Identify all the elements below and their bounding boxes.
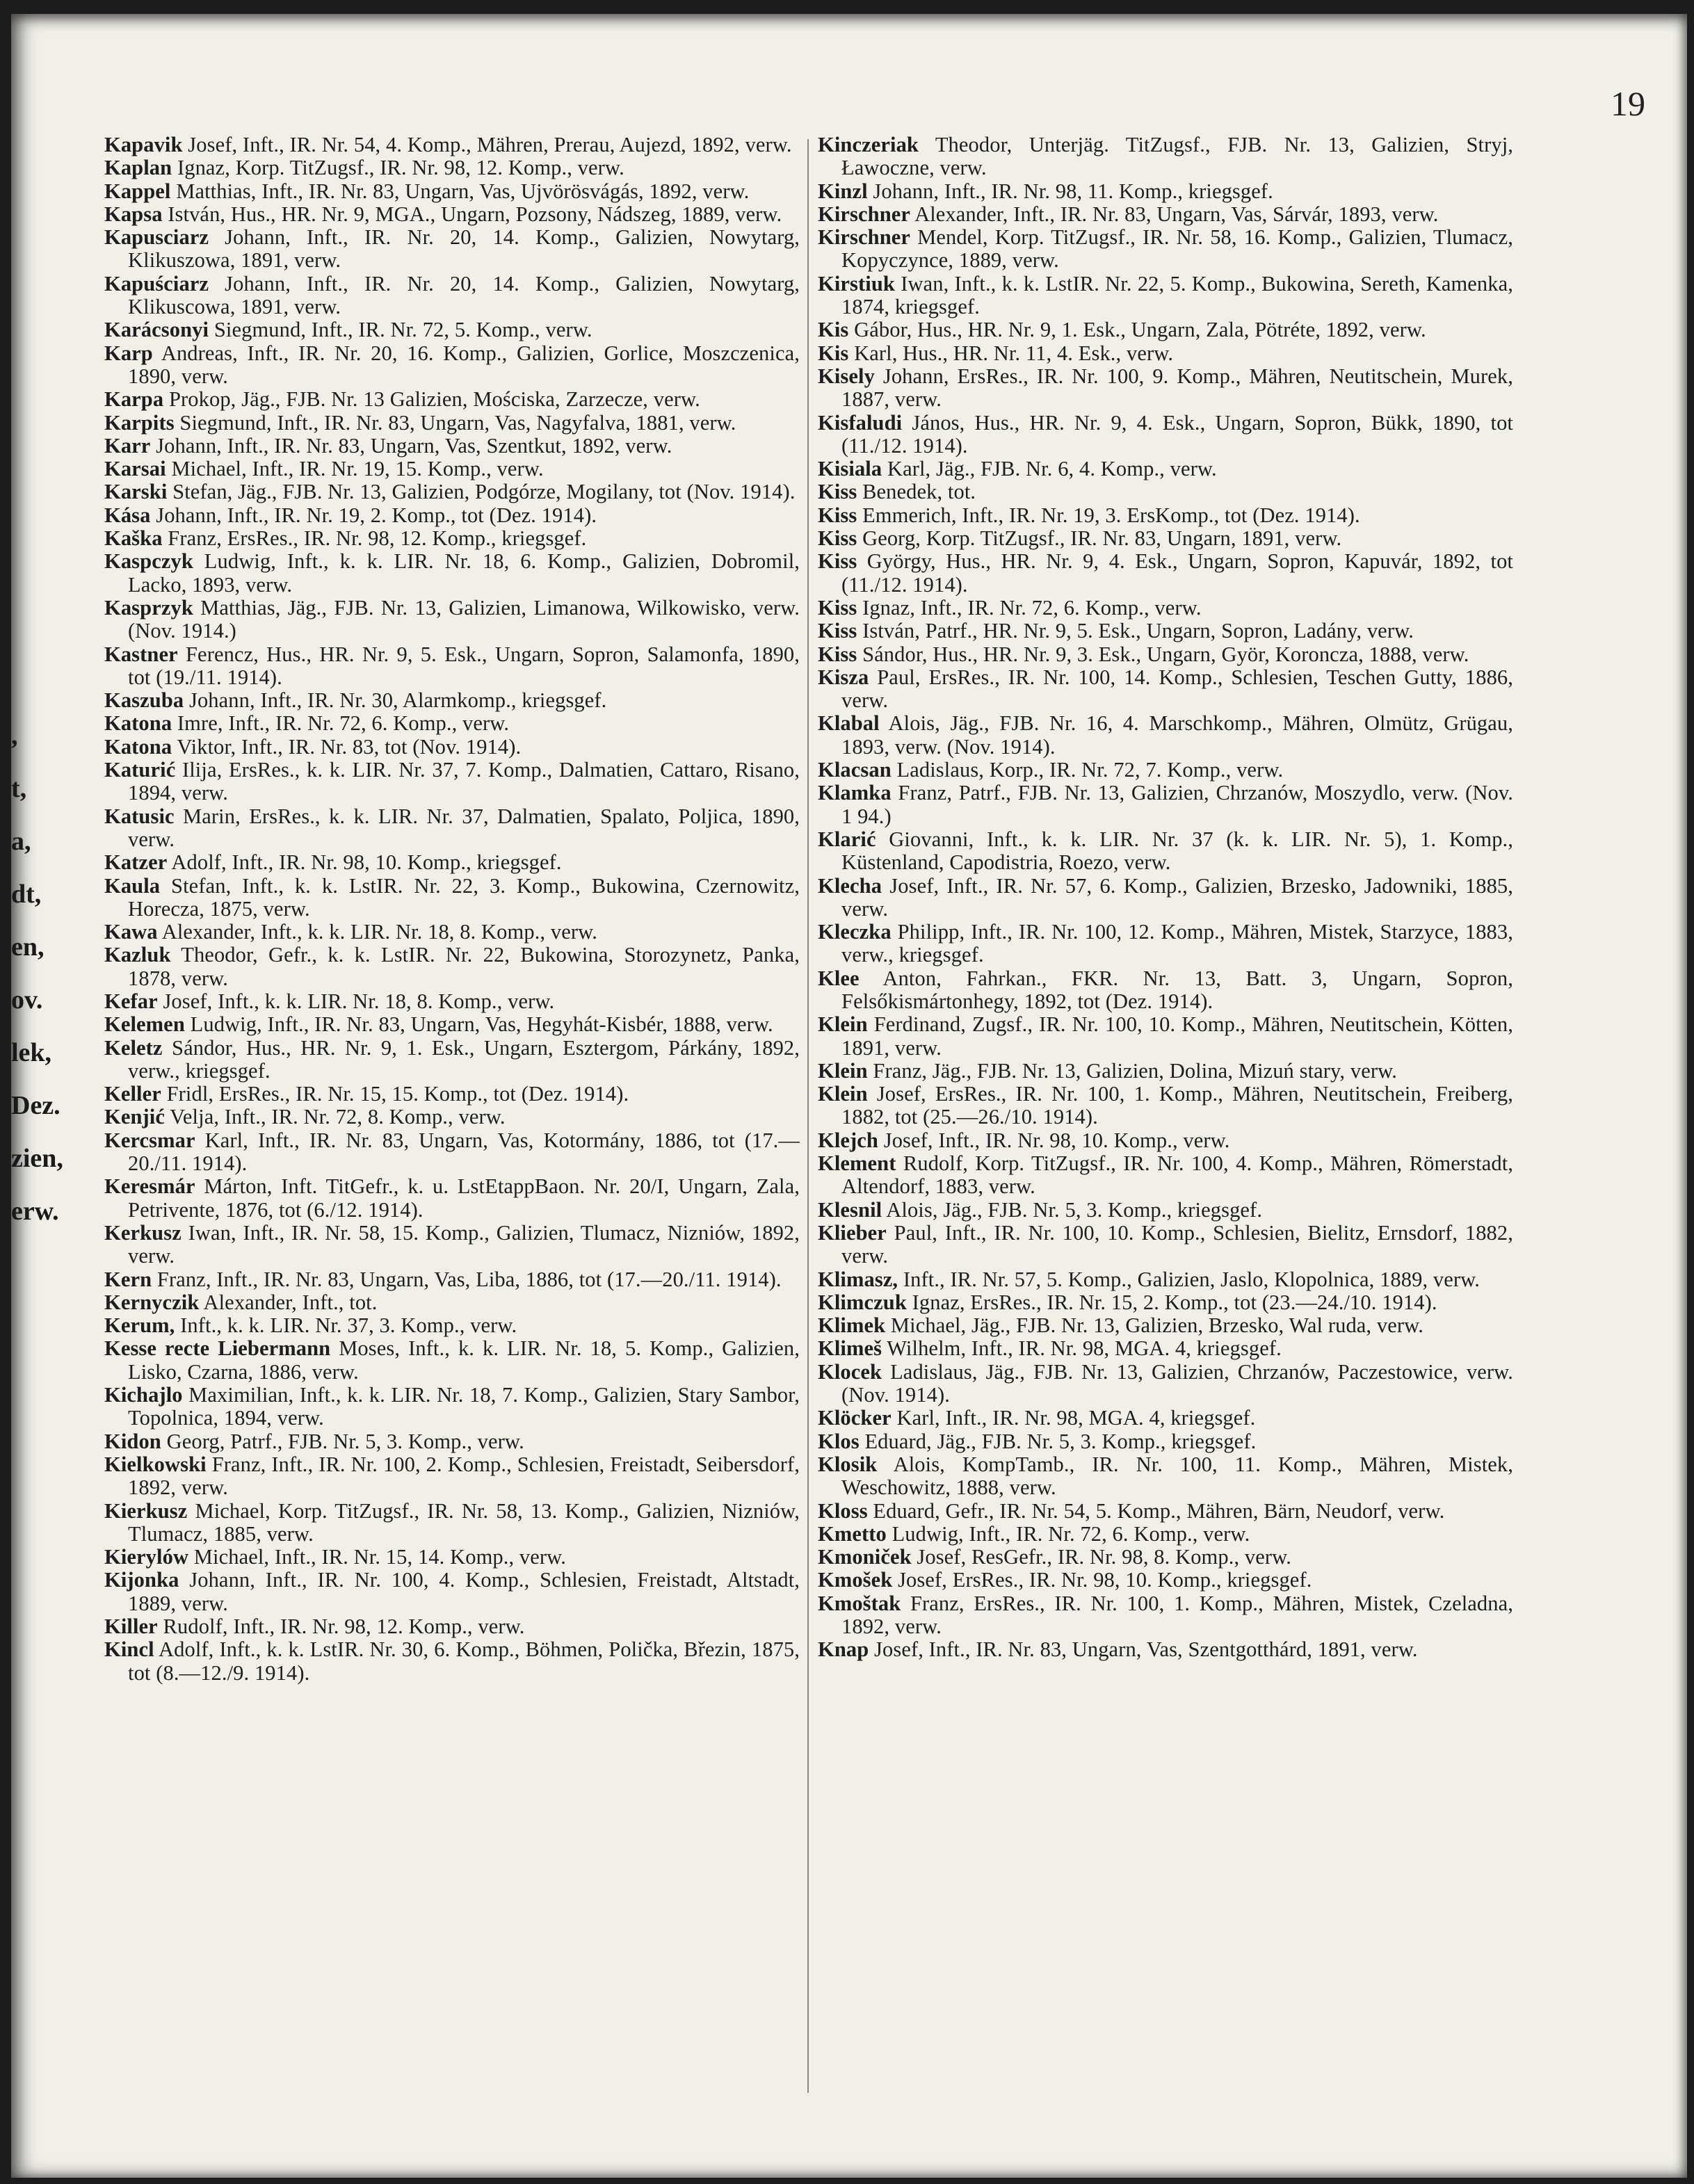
register-entry	[104, 1615, 800, 1638]
register-entry	[104, 480, 800, 503]
entry-details: Michael, Inft., IR. Nr. 19, 15. Komp., verw.	[166, 457, 544, 481]
entry-details: Rudolf, Inft., IR. Nr. 98, 12. Komp., verw.	[157, 1615, 525, 1638]
entry-surname: Kenjić	[104, 1105, 165, 1129]
entry-surname: Klöcker	[818, 1406, 892, 1430]
entry-surname: Kaula	[104, 873, 161, 898]
register-entry	[818, 1430, 1513, 1453]
entry-details: Ladislaus, Jäg., FJB. Nr. 13, Galizien, Chrzanów, Paczestowice, verw. (Nov. 1914).	[841, 1359, 1513, 1407]
register-entry	[104, 1222, 800, 1268]
entry-details: Franz, Inft., IR. Nr. 83, Ungarn, Vas, Liba, 1886, tot (17.—20./11. 1914).	[152, 1267, 782, 1291]
register-entry	[104, 1384, 800, 1430]
entry-details: Ludwig, Inft., IR. Nr. 83, Ungarn, Vas, Hegyhát-Kisbér, 1888, verw.	[184, 1012, 773, 1037]
entry-surname: Klement	[818, 1151, 896, 1176]
entry-surname: Kisza	[818, 665, 869, 689]
entry-surname: Karpa	[104, 387, 164, 412]
entry-surname: Kinczeriak	[818, 133, 919, 156]
register-entry	[104, 273, 800, 319]
register-entry	[818, 412, 1513, 458]
entry-details: Theodor, Unterjäg. TitZugsf., FJB. Nr. 13, Galizien, Stryj, Ławoczne, verw.	[841, 133, 1513, 180]
entry-surname: Kern	[104, 1267, 152, 1291]
entry-details: Michael, Inft., IR. Nr. 15, 14. Komp., verw.	[188, 1545, 567, 1569]
page-number: 19	[1611, 84, 1645, 123]
register-entry	[818, 1337, 1513, 1360]
entry-details: Franz, Patrf., FJB. Nr. 13, Galizien, Chrzanów, Moszydlo, verw. (Nov. 1 94.)	[841, 781, 1513, 828]
register-entry	[104, 527, 800, 550]
register-entry	[818, 458, 1513, 480]
entry-details: Moses, Inft., k. k. LIR. Nr. 18, 5. Komp., Galizien, Lisko, Czarna, 1886, verw.	[128, 1336, 800, 1384]
entry-surname: Klein	[818, 1012, 868, 1037]
entry-details: Eduard, Gefr., IR. Nr. 54, 5. Komp., Mähren, Bärn, Neudorf, verw.	[867, 1498, 1445, 1523]
entry-details: Alois, KompTamb., IR. Nr. 100, 11. Komp., Mähren, Mistek, Weschowitz, 1888, verw.	[841, 1452, 1513, 1500]
entry-details: Georg, Korp. TitZugsf., IR. Nr. 83, Ungarn, 1891, verw.	[857, 526, 1342, 551]
register-entry	[104, 550, 800, 597]
entry-details: Franz, Jäg., FJB. Nr. 13, Galizien, Dolina, Mizuń stary, verw.	[867, 1058, 1397, 1083]
entry-details: Philipp, Inft., IR. Nr. 100, 12. Komp., Mähren, Mistek, Starzyce, 1883, verw., kriegsgef.	[841, 920, 1513, 967]
register-entry	[818, 550, 1513, 597]
register-entry	[818, 273, 1513, 319]
register-entry	[818, 759, 1513, 782]
entry-details: Emmerich, Inft., IR. Nr. 19, 3. ErsKomp., tot (Dez. 1914).	[857, 503, 1360, 527]
entry-details: Alexander, Inft., tot.	[199, 1290, 378, 1314]
register-entry	[104, 875, 800, 921]
entry-details: Johann, Inft., IR. Nr. 20, 14. Komp., Galizien, Nowytarg, Klikuscowa, 1891, verw.	[128, 271, 800, 319]
register-entry	[818, 1268, 1513, 1291]
entry-surname: Kirstiuk	[818, 271, 895, 296]
entry-surname: Kmošek	[818, 1568, 893, 1592]
register-entry	[104, 412, 800, 435]
entry-details: Ferencz, Hus., HR. Nr. 9, 5. Esk., Ungarn, Sopron, Salamonfa, 1890, tot (19./11. 1914).	[128, 642, 800, 689]
register-entry	[818, 597, 1513, 620]
register-entry	[818, 1152, 1513, 1199]
register-entry	[104, 1268, 800, 1291]
entry-details: Paul, ErsRes., IR. Nr. 100, 14. Komp., Schlesien, Teschen Gutty, 1886, verw.	[841, 665, 1513, 713]
entry-details: Gábor, Hus., HR. Nr. 9, 1. Esk., Ungarn, Zala, Pötréte, 1892, verw.	[848, 318, 1426, 342]
entry-details: János, Hus., HR. Nr. 9, 4. Esk., Ungarn, Sopron, Bükk, 1890, tot (11./12. 1914).	[841, 410, 1513, 458]
register-entry	[818, 1291, 1513, 1314]
register-entry	[104, 226, 800, 273]
register-entry	[104, 1430, 800, 1453]
register-entry	[818, 782, 1513, 828]
entry-surname: Knap	[818, 1637, 869, 1662]
entry-surname: Kiss	[818, 480, 857, 504]
right-column	[818, 134, 1513, 1662]
register-entry	[104, 689, 800, 712]
entry-surname: Kirschner	[818, 225, 911, 250]
entry-details: Alexander, Inft., k. k. LIR. Nr. 18, 8. Komp., verw.	[157, 920, 597, 944]
register-entry	[104, 597, 800, 643]
adjacent-page-fragments	[11, 709, 95, 1238]
entry-surname: Kisiala	[818, 457, 882, 481]
entry-details: Karl, Inft., IR. Nr. 98, MGA. 4, kriegsgef.	[891, 1406, 1256, 1430]
register-entry	[818, 643, 1513, 666]
entry-details: Franz, ErsRes., IR. Nr. 98, 12. Komp., kriegsgef.	[162, 526, 587, 551]
register-entry	[818, 1129, 1513, 1152]
entry-details: Johann, Inft., IR. Nr. 100, 4. Komp., Schlesien, Freistadt, Altstadt, 1889, verw.	[128, 1568, 800, 1615]
entry-surname: Kisfaludi	[818, 410, 903, 435]
entry-details: Ilija, ErsRes., k. k. LIR. Nr. 37, 7. Komp., Dalmatien, Cattaro, Risano, 1894, verw.	[128, 758, 800, 805]
entry-surname: Kielkowski	[104, 1452, 207, 1476]
register-entry	[818, 1546, 1513, 1569]
register-entry	[104, 805, 800, 852]
register-entry	[818, 1083, 1513, 1129]
entry-surname: Kisely	[818, 364, 875, 388]
entry-details: István, Patrf., HR. Nr. 9, 5. Esk., Ungarn, Sopron, Ladány, verw.	[857, 619, 1414, 643]
entry-surname: Kiss	[818, 595, 857, 620]
register-entry	[818, 342, 1513, 365]
register-entry	[818, 1314, 1513, 1337]
bleed-fragment: t,	[11, 774, 27, 803]
entry-surname: Klimczuk	[818, 1290, 907, 1314]
entry-surname: Klee	[818, 966, 860, 990]
entry-details: Michael, Jäg., FJB. Nr. 13, Galizien, Brzesko, Wal ruda, verw.	[885, 1313, 1423, 1338]
entry-details: Ignaz, Inft., IR. Nr. 72, 6. Komp., verw.	[857, 595, 1202, 620]
entry-details: Inft., k. k. LIR. Nr. 37, 3. Komp., verw.	[175, 1313, 517, 1338]
entry-details: Johann, Inft., IR. Nr. 98, 11. Komp., kriegsgef.	[867, 179, 1273, 203]
column-divider	[807, 139, 809, 2093]
entry-surname: Kapsa	[104, 202, 163, 226]
register-entry	[818, 203, 1513, 226]
register-entry	[818, 1222, 1513, 1268]
entry-details: Josef, Inft., IR. Nr. 57, 6. Komp., Galizien, Brzesko, Jadowniki, 1885, verw.	[841, 873, 1513, 921]
register-entry	[104, 1314, 800, 1337]
register-entry	[104, 342, 800, 389]
register-entry	[818, 504, 1513, 527]
entry-surname: Kawa	[104, 920, 158, 944]
entry-surname: Kinzl	[818, 179, 868, 203]
entry-details: Johann, Inft., IR. Nr. 20, 14. Komp., Galizien, Nowytarg, Klikuszowa, 1891, verw.	[128, 225, 800, 273]
entry-details: Ladislaus, Korp., IR. Nr. 72, 7. Komp., verw.	[891, 758, 1284, 782]
entry-surname: Klieber	[818, 1220, 887, 1245]
register-entry	[818, 480, 1513, 503]
entry-details: Josef, Inft., IR. Nr. 98, 10. Komp., verw.	[878, 1128, 1230, 1152]
register-entry	[818, 318, 1513, 341]
register-entry	[818, 1013, 1513, 1060]
entry-surname: Kaspczyk	[104, 549, 193, 574]
entry-details: Giovanni, Inft., k. k. LIR. Nr. 37 (k. k. LIR. Nr. 5), 1. Komp., Küstenland, Capodistria, Roezo, verw.	[841, 827, 1513, 875]
entry-surname: Klimeš	[818, 1336, 882, 1361]
register-entry	[818, 921, 1513, 967]
entry-surname: Klarić	[818, 827, 876, 851]
register-entry	[104, 1013, 800, 1036]
entry-details: Karl, Hus., HR. Nr. 11, 4. Esk., verw.	[848, 341, 1174, 365]
entry-details: Maximilian, Inft., k. k. LIR. Nr. 18, 7. Komp., Galizien, Stary Sambor, Topolnica, 1894, verw.	[128, 1383, 800, 1430]
bleed-fragment: erw.	[11, 1197, 59, 1226]
entry-surname: Karpits	[104, 410, 175, 435]
entry-details: Iwan, Inft., IR. Nr. 58, 15. Komp., Galizien, Tlumacz, Nizniów, 1892, verw.	[128, 1220, 800, 1268]
entry-details: Matthias, Jäg., FJB. Nr. 13, Galizien, Limanowa, Wilkowisko, verw. (Nov. 1914.)	[128, 595, 800, 643]
entry-details: Johann, Inft., IR. Nr. 19, 2. Komp., tot (Dez. 1914).	[150, 503, 597, 527]
entry-details: Stefan, Jäg., FJB. Nr. 13, Galizien, Podgórze, Mogilany, tot (Nov. 1914).	[167, 480, 796, 504]
register-entry	[104, 134, 800, 156]
entry-details: Karl, Jäg., FJB. Nr. 6, 4. Komp., verw.	[882, 457, 1217, 481]
register-entry	[818, 1407, 1513, 1430]
entry-surname: Kmetto	[818, 1521, 887, 1546]
entry-surname: Karr	[104, 433, 151, 458]
entry-surname: Klacsan	[818, 758, 892, 782]
register-entry	[818, 712, 1513, 759]
entry-surname: Kerkusz	[104, 1220, 182, 1245]
register-entry	[818, 134, 1513, 180]
entry-surname: Kleczka	[818, 920, 892, 944]
entry-surname: Katzer	[104, 850, 168, 875]
entry-details: Johann, ErsRes., IR. Nr. 100, 9. Komp., Mähren, Neutitschein, Murek, 1887, verw.	[841, 364, 1513, 412]
register-entry	[818, 1638, 1513, 1661]
entry-details: Alois, Jäg., FJB. Nr. 16, 4. Marschkomp., Mähren, Olmütz, Grügau, 1893, verw. (Nov. 1914).	[841, 711, 1513, 759]
entry-details: Alexander, Inft., IR. Nr. 83, Ungarn, Vas, Sárvár, 1893, verw.	[910, 202, 1439, 226]
register-entry	[104, 504, 800, 527]
left-column	[104, 134, 800, 1685]
entry-surname: Klosik	[818, 1452, 878, 1476]
entry-details: Imre, Inft., IR. Nr. 72, 6. Komp., verw.	[172, 711, 510, 736]
register-entry	[818, 967, 1513, 1014]
entry-details: Theodor, Gefr., k. k. LstIR. Nr. 22, Bukowina, Storozynetz, Panka, 1878, verw.	[128, 943, 800, 990]
bleed-fragment: dt,	[11, 880, 42, 909]
entry-details: Franz, Inft., IR. Nr. 100, 2. Komp., Schlesien, Freistadt, Seibersdorf, 1892, verw.	[128, 1452, 800, 1500]
register-entry	[818, 180, 1513, 203]
entry-surname: Kiss	[818, 549, 857, 574]
entry-surname: Kaška	[104, 526, 163, 551]
entry-surname: Kidon	[104, 1429, 161, 1453]
entry-surname: Klimek	[818, 1313, 886, 1338]
entry-details: Michael, Korp. TitZugsf., IR. Nr. 58, 13. Komp., Galizien, Nizniów, Tlumacz, 1885, verw.	[128, 1498, 800, 1546]
entry-surname: Kmoštak	[818, 1591, 901, 1615]
bleed-fragment: ,	[11, 721, 18, 750]
entry-surname: Kelemen	[104, 1012, 185, 1037]
entry-surname: Kiss	[818, 503, 857, 527]
entry-surname: Kaplan	[104, 156, 172, 180]
bleed-fragment: a,	[11, 827, 31, 856]
entry-details: Anton, Fahrkan., FKR. Nr. 13, Batt. 3, Ungarn, Sopron, Felsőkismártonhegy, 1892, tot (Dez. 1914).	[841, 966, 1513, 1013]
entry-surname: Kesse recte Liebermann	[104, 1336, 331, 1361]
entry-surname: Keresmár	[104, 1174, 195, 1199]
entry-details: Rudolf, Korp. TitZugsf., IR. Nr. 100, 4. Komp., Mähren, Römerstadt, Altendorf, 1883, verw.	[841, 1151, 1513, 1199]
entry-surname: Katurić	[104, 758, 176, 782]
entry-surname: Kazluk	[104, 943, 171, 967]
entry-surname: Katusic	[104, 804, 175, 828]
entry-surname: Katona	[104, 734, 172, 759]
register-entry	[104, 458, 800, 480]
entry-details: Viktor, Inft., IR. Nr. 83, tot (Nov. 1914).	[172, 734, 522, 759]
register-entry	[104, 435, 800, 458]
entry-surname: Klocek	[818, 1359, 882, 1384]
register-entry	[818, 1500, 1513, 1523]
entry-details: Josef, Inft., k. k. LIR. Nr. 18, 8. Komp., verw.	[157, 989, 555, 1013]
entry-details: Alois, Jäg., FJB. Nr. 5, 3. Komp., kriegsgef.	[882, 1197, 1263, 1222]
register-entry	[104, 851, 800, 874]
entry-surname: Kiss	[818, 642, 857, 666]
entry-surname: Kaszuba	[104, 688, 184, 713]
register-entry	[104, 1546, 800, 1569]
register-entry	[818, 1453, 1513, 1500]
entry-details: Josef, ResGefr., IR. Nr. 98, 8. Komp., verw.	[911, 1545, 1292, 1569]
entry-surname: Karácsonyi	[104, 318, 209, 342]
register-entry	[104, 1175, 800, 1222]
entry-surname: Klein	[818, 1058, 868, 1083]
entry-surname: Klecha	[818, 873, 882, 898]
entry-surname: Killer	[104, 1615, 158, 1638]
entry-surname: Kefar	[104, 989, 158, 1013]
entry-surname: Karp	[104, 341, 153, 365]
entry-details: Matthias, Inft., IR. Nr. 83, Ungarn, Vas, Ujvörösvágás, 1892, verw.	[170, 179, 750, 203]
entry-details: Siegmund, Inft., IR. Nr. 72, 5. Komp., verw.	[209, 318, 592, 342]
register-entry	[104, 1106, 800, 1129]
entry-surname: Kis	[818, 341, 849, 365]
entry-surname: Kastner	[104, 642, 178, 666]
entry-surname: Kierkusz	[104, 1498, 188, 1523]
register-entry	[104, 990, 800, 1013]
entry-details: Stefan, Inft., k. k. LstIR. Nr. 22, 3. Komp., Bukowina, Czernowitz, Horecza, 1875, verw.	[128, 873, 800, 921]
entry-details: Ferdinand, Zugsf., IR. Nr. 100, 10. Komp., Mähren, Neutitschein, Kötten, 1891, verw.	[841, 1012, 1513, 1060]
entry-details: Ludwig, Inft., IR. Nr. 72, 6. Komp., verw.	[886, 1521, 1250, 1546]
entry-surname: Klesnil	[818, 1197, 882, 1222]
register-entry	[104, 318, 800, 341]
entry-details: Velja, Inft., IR. Nr. 72, 8. Komp., verw.	[165, 1105, 506, 1129]
register-entry	[818, 828, 1513, 875]
entry-details: Iwan, Inft., k. k. LstIR. Nr. 22, 5. Komp., Bukowina, Sereth, Kamenka, 1874, kriegsgef.	[841, 271, 1513, 319]
entry-surname: Kása	[104, 503, 151, 527]
register-entry	[104, 1638, 800, 1685]
entry-surname: Karsai	[104, 457, 166, 481]
entry-details: Johann, Inft., IR. Nr. 83, Ungarn, Vas, Szentkut, 1892, verw.	[150, 433, 672, 458]
register-entry	[104, 1453, 800, 1500]
entry-surname: Kirschner	[818, 202, 911, 226]
entry-details: Ignaz, ErsRes., IR. Nr. 15, 2. Komp., tot (23.—24./10. 1914).	[906, 1290, 1437, 1314]
register-entry	[818, 1361, 1513, 1407]
entry-details: Marin, ErsRes., k. k. LIR. Nr. 37, Dalmatien, Spalato, Poljica, 1890, verw.	[128, 804, 800, 851]
register-entry	[104, 1569, 800, 1615]
entry-details: Georg, Patrf., FJB. Nr. 5, 3. Komp., verw.	[161, 1429, 524, 1453]
entry-surname: Klos	[818, 1429, 860, 1453]
entry-surname: Kichajlo	[104, 1383, 183, 1407]
register-entry	[104, 944, 800, 990]
entry-surname: Kmoniček	[818, 1545, 912, 1569]
entry-details: Inft., IR. Nr. 57, 5. Komp., Galizien, Jaslo, Klopolnica, 1889, verw.	[898, 1267, 1481, 1291]
entry-surname: Kercsmar	[104, 1128, 195, 1152]
entry-surname: Kis	[818, 318, 849, 342]
register-entry	[104, 180, 800, 203]
entry-details: Josef, ErsRes., IR. Nr. 100, 1. Komp., Mähren, Neutitschein, Freiberg, 1882, tot (25.—26./10. 1914).	[841, 1082, 1513, 1129]
entry-details: Josef, ErsRes., IR. Nr. 98, 10. Komp., kriegsgef.	[892, 1568, 1312, 1592]
entry-details: Karl, Inft., IR. Nr. 83, Ungarn, Vas, Kotormány, 1886, tot (17.—20./11. 1914).	[128, 1128, 800, 1176]
register-entry	[104, 921, 800, 944]
entry-surname: Kappel	[104, 179, 171, 203]
entry-surname: Klabal	[818, 711, 880, 736]
entry-surname: Kijonka	[104, 1568, 179, 1592]
bleed-fragment: ov.	[11, 985, 43, 1014]
entry-details: Paul, Inft., IR. Nr. 100, 10. Komp., Schlesien, Bielitz, Ernsdorf, 1882, verw.	[841, 1220, 1513, 1268]
bleed-fragment: en,	[11, 932, 45, 962]
register-entry	[818, 1569, 1513, 1592]
entry-surname: Kapavik	[104, 133, 183, 156]
entry-details: Márton, Inft. TitGefr., k. u. LstEtappBaon. Nr. 20/I, Ungarn, Zala, Petrivente, 1876, tot (6./12. 1914).	[128, 1174, 800, 1222]
register-entry	[104, 156, 800, 179]
register-entry	[104, 203, 800, 226]
entry-surname: Kerum,	[104, 1313, 175, 1338]
entry-surname: Keller	[104, 1082, 161, 1106]
register-entry	[818, 226, 1513, 273]
entry-details: Eduard, Jäg., FJB. Nr. 5, 3. Komp., kriegsgef.	[859, 1429, 1257, 1453]
entry-details: Ignaz, Korp. TitZugsf., IR. Nr. 98, 12. Komp., verw.	[172, 156, 624, 180]
register-entry	[104, 712, 800, 735]
entry-details: István, Hus., HR. Nr. 9, MGA., Ungarn, Pozsony, Nádszeg, 1889, verw.	[162, 202, 782, 226]
entry-surname: Kapuściarz	[104, 271, 209, 296]
entry-details: Sándor, Hus., HR. Nr. 9, 3. Esk., Ungarn, Györ, Koroncza, 1888, verw.	[857, 642, 1469, 666]
register-entry	[104, 1500, 800, 1546]
entry-surname: Kernyczik	[104, 1290, 200, 1314]
entry-details: Mendel, Korp. TitZugsf., IR. Nr. 58, 16. Komp., Galizien, Tlumacz, Kopyczynce, 1889, verw.	[841, 225, 1513, 273]
register-entry	[104, 736, 800, 759]
register-entry	[818, 620, 1513, 642]
register-entry	[104, 1291, 800, 1314]
register-entry	[818, 527, 1513, 550]
entry-details: Sándor, Hus., HR. Nr. 9, 1. Esk., Ungarn, Esztergom, Párkány, 1892, verw., kriegsgef.	[128, 1035, 800, 1083]
entry-surname: Kierylów	[104, 1545, 189, 1569]
entry-surname: Kasprzyk	[104, 595, 193, 620]
entry-details: Josef, Inft., IR. Nr. 83, Ungarn, Vas, Szentgotthárd, 1891, verw.	[869, 1637, 1418, 1662]
entry-details: Prokop, Jäg., FJB. Nr. 13 Galizien, Mościska, Zarzecze, verw.	[163, 387, 700, 412]
entry-details: Franz, ErsRes., IR. Nr. 100, 1. Komp., Mähren, Mistek, Czeladna, 1892, verw.	[841, 1591, 1513, 1638]
entry-details: Benedek, tot.	[857, 480, 976, 504]
entry-surname: Kiss	[818, 526, 857, 551]
entry-details: Siegmund, Inft., IR. Nr. 83, Ungarn, Vas, Nagyfalva, 1881, verw.	[174, 410, 736, 435]
register-entry	[104, 388, 800, 411]
register-entry	[104, 1037, 800, 1083]
entry-surname: Karski	[104, 480, 168, 504]
entry-details: Adolf, Inft., k. k. LstIR. Nr. 30, 6. Komp., Böhmen, Polička, Březin, 1875, tot (8.—12./9. 1914).	[128, 1637, 800, 1685]
register-entry	[104, 1337, 800, 1384]
entry-details: Adolf, Inft., IR. Nr. 98, 10. Komp., kriegsgef.	[167, 850, 562, 875]
register-entry	[104, 1083, 800, 1106]
entry-surname: Kincl	[104, 1637, 154, 1662]
entry-details: Johann, Inft., IR. Nr. 30, Alarmkomp., kriegsgef.	[184, 688, 607, 713]
bleed-fragment: zien,	[11, 1144, 63, 1173]
entry-surname: Klein	[818, 1082, 868, 1106]
book-page	[11, 14, 1687, 2178]
register-entry	[104, 643, 800, 690]
entry-surname: Keletz	[104, 1035, 163, 1060]
entry-surname: Klimasz,	[818, 1267, 898, 1291]
entry-details: György, Hus., HR. Nr. 9, 4. Esk., Ungarn, Sopron, Kapuvár, 1892, tot (11./12. 1914).	[841, 549, 1513, 597]
entry-surname: Klamka	[818, 781, 892, 805]
entry-surname: Kiss	[818, 619, 857, 643]
register-entry	[104, 1129, 800, 1176]
entry-details: Andreas, Inft., IR. Nr. 20, 16. Komp., Galizien, Gorlice, Moszczenica, 1890, verw.	[128, 341, 800, 388]
entry-details: Josef, Inft., IR. Nr. 54, 4. Komp., Mähren, Prerau, Aujezd, 1892, verw.	[182, 133, 792, 156]
register-entry	[818, 365, 1513, 412]
entry-surname: Kapusciarz	[104, 225, 209, 250]
register-entry	[818, 1592, 1513, 1639]
bleed-fragment: lek,	[11, 1038, 52, 1067]
bleed-fragment: Dez.	[11, 1091, 60, 1120]
entry-surname: Klejch	[818, 1128, 878, 1152]
entry-details: Wilhelm, Inft., IR. Nr. 98, MGA. 4, kriegsgef.	[882, 1336, 1282, 1361]
register-entry	[818, 1199, 1513, 1222]
register-entry	[818, 875, 1513, 921]
entry-surname: Kloss	[818, 1498, 868, 1523]
entry-surname: Katona	[104, 711, 172, 736]
register-entry	[818, 1523, 1513, 1546]
entry-details: Ludwig, Inft., k. k. LIR. Nr. 18, 6. Komp., Galizien, Dobromil, Lacko, 1893, verw.	[128, 549, 800, 597]
register-entry	[818, 1060, 1513, 1083]
register-entry	[818, 666, 1513, 713]
entry-details: Fridl, ErsRes., IR. Nr. 15, 15. Komp., tot (Dez. 1914).	[161, 1082, 629, 1106]
register-entry	[104, 759, 800, 805]
